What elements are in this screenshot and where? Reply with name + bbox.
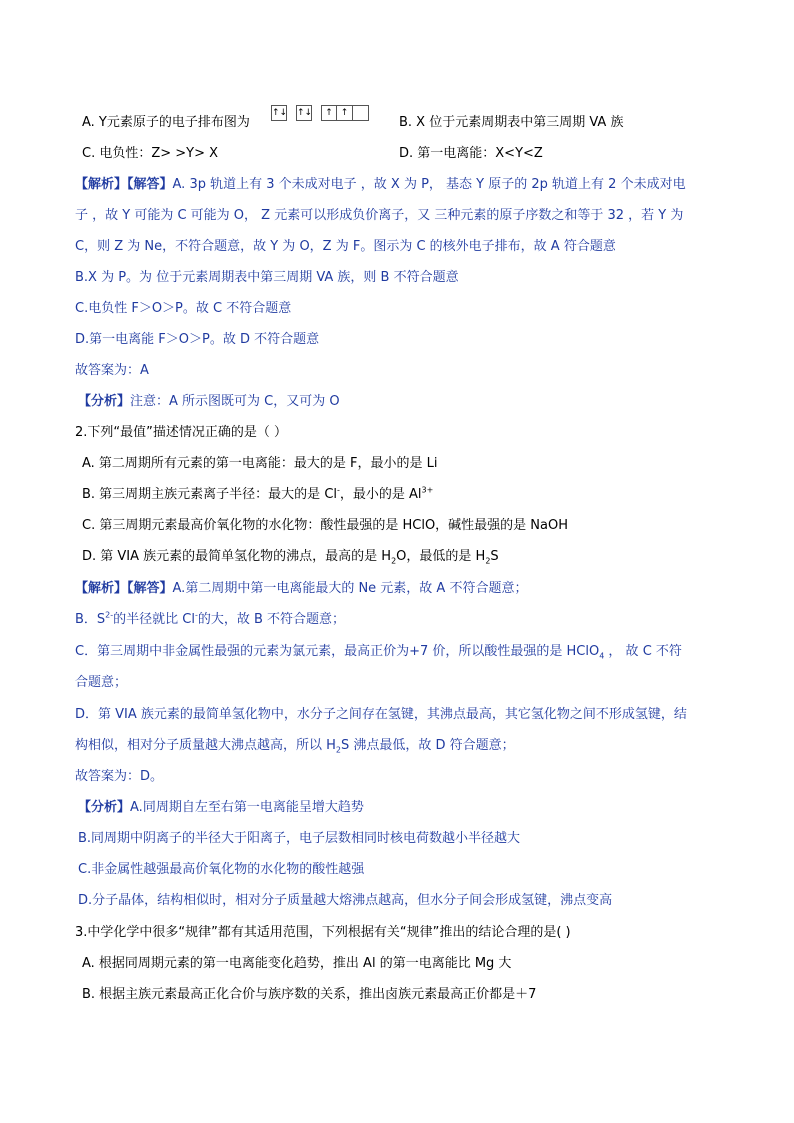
q2-option-c: C. 第三周期元素最高价氧化物的水化物：酸性最强的是 HClO，碱性最强的是 NaOH: [82, 518, 569, 533]
orbital-2s: [296, 105, 312, 121]
orbital-2p: [321, 105, 369, 121]
q2-option-b: [82, 486, 433, 504]
q3-option-b: B. 根据主族元素最高正化合价与族序数的关系，推出卤族元素最高正价都是＋7: [82, 987, 537, 1002]
q1-option-d: D. 第一电离能：X<Y<Z: [399, 146, 543, 161]
q2-analysis-line-c: [75, 643, 682, 661]
q2-analysis-text: S 沸点最低，故 D 符合题意；: [341, 738, 515, 753]
q3-stem: 3.中学化学中很多“规律”都有其适用范围，下列根据有关“规律”推出的结论合理的是( ): [75, 925, 571, 940]
q1-option-c: C. 电负性：Z> >Y> X: [82, 146, 219, 161]
q2-analysis-text: ， 故 C 不符: [604, 644, 682, 659]
superscript: -: [337, 485, 340, 495]
orbital-diagram: [271, 105, 378, 121]
q2-analysis-line-d: D．第 VIA 族元素的最简单氢化物中，水分子之间存在氢键，其沸点最高，其它氢化物之间不形成氢键，结: [75, 707, 687, 722]
q1-option-a: [82, 114, 250, 132]
q2-fenxi-a: [78, 799, 364, 817]
superscript: -: [194, 610, 198, 620]
analysis-tag: 【解析】【解答】: [75, 581, 173, 596]
analysis-tag: 【解析】【解答】: [75, 177, 173, 192]
q2-fenxi-text: A.同周期自左至右第一电离能呈增大趋势: [130, 800, 364, 815]
fenxi-tag: 【分析】: [78, 394, 131, 409]
q2-option-d-text: S: [490, 549, 499, 564]
fenxi-tag: 【分析】: [78, 800, 131, 815]
q2-analysis-text: C．第三周期中非金属性最强的元素为氯元素，最高正价为+7 价，所以酸性最强的是 HClO: [75, 644, 600, 659]
q2-stem: 2.下列“最值”描述情况正确的是（ ）: [75, 425, 288, 440]
orbital-box: ↑↓: [271, 105, 287, 121]
q2-analysis-line-d2: [75, 737, 515, 755]
q2-analysis-text: 的半径就比 Cl: [113, 612, 195, 627]
superscript: 2-: [105, 610, 114, 620]
subscript: 2: [391, 556, 397, 566]
q1-analysis-text: A. 3p 轨道上有 3 个未成对电子 ，故 X 为 P， 基态 Y 原子的 2p 轨道上有 2 个未成对电: [172, 177, 686, 192]
q2-fenxi-b: B.同周期中阴离子的半径大于阳离子，电子层数相同时核电荷数越小半径越大: [78, 831, 521, 846]
q1-option-b: B. X 位于元素周期表中第三周期 VA 族: [399, 115, 624, 130]
q2-analysis-text: 的大，故 B 不符合题意；: [197, 612, 346, 627]
subscript: 4: [599, 651, 605, 661]
q1-fenxi-text: 注意：A 所示图既可为 C，又可为 O: [130, 394, 340, 409]
q2-analysis-text: 构相似，相对分子质量越大沸点越高，所以 H: [75, 738, 336, 753]
q2-analysis-line-c2: 合题意；: [75, 675, 128, 690]
q2-analysis-text: B．S: [75, 612, 106, 627]
orbital-box: ↑: [337, 105, 353, 121]
q2-analysis-line-b: [75, 611, 345, 629]
superscript: 3+: [421, 485, 434, 495]
orbital-1s: [271, 105, 287, 121]
q2-option-b-text: ，最小的是 Al: [339, 487, 422, 502]
q2-option-a: A. 第二周期所有元素的第一电离能：最大的是 F，最小的是 Li: [82, 456, 438, 471]
q1-analysis-line-2: 子 ，故 Y 可能为 C 可能为 O， Z 元素可以形成负价离子，又 三种元素的原子序数之和等于 32 ，若 Y 为: [75, 208, 684, 223]
q1-fenxi: [78, 393, 340, 411]
q1-analysis-line-6: D.第一电离能 F＞O＞P。故 D 不符合题意: [75, 332, 320, 347]
subscript: 2: [485, 556, 491, 566]
q1-analysis-line-1: [75, 176, 686, 194]
q2-analysis-text: A.第二周期中第一电离能最大的 Ne 元素，故 A 不符合题意；: [172, 581, 528, 596]
q1-analysis-line-5: C.电负性 F＞O＞P。故 C 不符合题意: [75, 301, 292, 316]
q2-fenxi-d: D.分子晶体，结构相似时，相对分子质量越大熔沸点越高，但水分子间会形成氢键，沸点变高: [78, 893, 613, 908]
q1-analysis-line-4: B.X 为 P。为 位于元素周期表中第三周期 VA 族，则 B 不符合题意: [75, 270, 459, 285]
q1-option-a-text: A. Y元素原子的电子排布图为: [82, 115, 250, 130]
orbital-box: [353, 105, 369, 121]
q2-option-d-text: D. 第 VIA 族元素的最简单氢化物的沸点，最高的是 H: [82, 549, 392, 564]
orbital-box: ↑↓: [296, 105, 312, 121]
q3-option-a: A. 根据同周期元素的第一电离能变化趋势，推出 Al 的第一电离能比 Mg 大: [82, 956, 512, 971]
q1-answer: 故答案为：A: [75, 363, 149, 378]
q1-analysis-line-3: C，则 Z 为 Ne，不符合题意，故 Y 为 O，Z 为 F。图示为 C 的核外电子排布，故 A 符合题意: [75, 239, 616, 254]
q2-option-d: [82, 548, 499, 566]
q2-analysis-line-a: [75, 580, 527, 598]
q2-fenxi-c: C.非金属性越强最高价氧化物的水化物的酸性越强: [78, 862, 365, 877]
q2-answer: 故答案为：D。: [75, 769, 164, 784]
subscript: 2: [335, 745, 342, 755]
q2-option-b-text: B. 第三周期主族元素离子半径：最大的是 Cl: [82, 487, 338, 502]
q2-option-d-text: O，最低的是 H: [396, 549, 486, 564]
orbital-box: ↑: [321, 105, 337, 121]
